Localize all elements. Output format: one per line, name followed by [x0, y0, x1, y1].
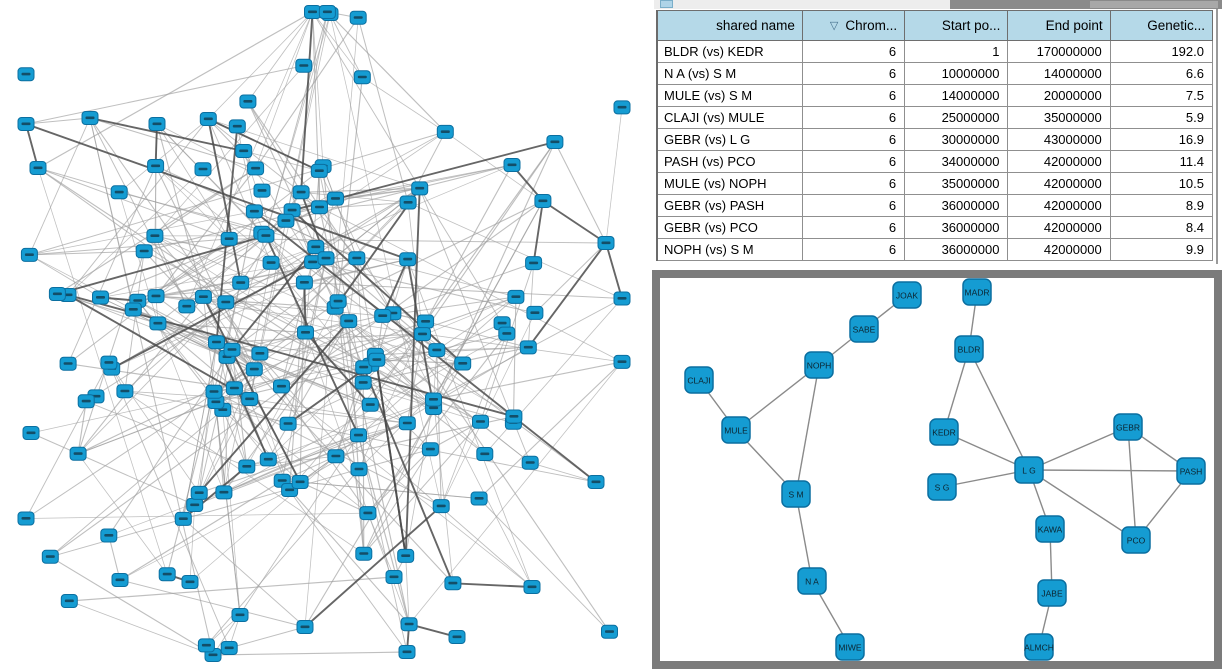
network-node[interactable] — [455, 357, 471, 370]
network-node[interactable] — [499, 327, 515, 340]
network-edge[interactable] — [29, 118, 90, 255]
network-node[interactable] — [246, 363, 262, 376]
network-edge[interactable] — [606, 243, 622, 299]
network-node[interactable] — [429, 344, 445, 357]
network-edge[interactable] — [383, 263, 534, 316]
cell-value[interactable]: 42000000 — [1008, 195, 1110, 217]
network-node[interactable] — [60, 357, 76, 370]
network-edge[interactable] — [69, 601, 213, 655]
svg-text:JABE: JABE — [1041, 588, 1063, 599]
svg-text:GEBR: GEBR — [1115, 422, 1141, 433]
network-node[interactable] — [350, 11, 366, 24]
network-node[interactable] — [356, 547, 372, 560]
network-node[interactable] — [602, 625, 618, 638]
cell-value[interactable]: 16.9 — [1110, 129, 1212, 151]
panel-top-edge-highlight — [1090, 1, 1218, 8]
network-node[interactable] — [614, 292, 630, 305]
network-node[interactable] — [70, 447, 86, 460]
column-header-shared-name[interactable] — [657, 11, 802, 41]
network-edge[interactable] — [26, 363, 109, 519]
edge-attribute-table-panel — [650, 0, 1222, 270]
network-edge[interactable] — [50, 201, 543, 557]
network-node[interactable] — [18, 512, 34, 525]
network-node[interactable] — [224, 343, 240, 356]
cell-shared-name[interactable]: BLDR (vs) KEDR — [657, 41, 802, 63]
node-JOAK[interactable] — [893, 282, 921, 308]
node-CLAJI[interactable] — [685, 367, 713, 393]
table-row[interactable] — [657, 41, 1213, 63]
network-node[interactable] — [209, 336, 225, 349]
cell-value[interactable]: 6 — [802, 129, 904, 151]
cell-value[interactable]: 35000000 — [1008, 107, 1110, 129]
network-node[interactable] — [101, 529, 117, 542]
network-node[interactable] — [433, 500, 449, 513]
network-edge[interactable] — [304, 283, 305, 333]
table-row[interactable] — [657, 107, 1213, 129]
svg-text:NOPH: NOPH — [806, 360, 832, 371]
cell-value[interactable]: 6 — [802, 151, 904, 173]
network-edge[interactable] — [358, 18, 408, 203]
node-JABE[interactable] — [1038, 580, 1066, 606]
network-node[interactable] — [200, 113, 216, 126]
network-node[interactable] — [248, 162, 264, 175]
cell-value[interactable]: 6 — [802, 85, 904, 107]
network-node[interactable] — [239, 460, 255, 473]
network-node[interactable] — [233, 276, 249, 289]
network-node[interactable] — [280, 417, 296, 430]
node-L-G[interactable] — [1015, 457, 1043, 483]
network-node[interactable] — [82, 112, 98, 125]
network-node[interactable] — [426, 393, 442, 406]
column-header-genetic[interactable] — [1110, 11, 1212, 41]
svg-text:S G: S G — [934, 482, 950, 493]
svg-text:MULE: MULE — [724, 425, 748, 436]
cell-shared-name[interactable]: MULE (vs) NOPH — [657, 173, 802, 195]
network-node[interactable] — [278, 214, 294, 227]
network-node[interactable] — [221, 642, 237, 655]
network-node[interactable] — [182, 576, 198, 589]
cell-shared-name[interactable]: GEBR (vs) PASH — [657, 195, 802, 217]
network-node[interactable] — [159, 568, 175, 581]
network-edge[interactable] — [120, 580, 305, 627]
network-node[interactable] — [328, 450, 344, 463]
cell-value[interactable]: 36000000 — [905, 195, 1008, 217]
network-node[interactable] — [386, 571, 402, 584]
network-node[interactable] — [246, 205, 262, 218]
network-node[interactable] — [588, 476, 604, 489]
column-label: Genetic... — [1147, 18, 1205, 33]
network-node[interactable] — [445, 577, 461, 590]
cell-value[interactable]: 6 — [802, 41, 904, 63]
svg-text:PCO: PCO — [1126, 535, 1146, 546]
column-label: shared name — [716, 18, 795, 33]
network-node[interactable] — [547, 136, 563, 149]
network-node[interactable] — [369, 353, 385, 366]
cell-value[interactable]: 36000000 — [905, 217, 1008, 239]
network-node[interactable] — [101, 356, 117, 369]
cell-shared-name[interactable]: MULE (vs) S M — [657, 85, 802, 107]
svg-text:BLDR: BLDR — [957, 344, 981, 355]
network-node[interactable] — [297, 621, 313, 634]
network-node[interactable] — [598, 237, 614, 250]
network-node[interactable] — [400, 253, 416, 266]
network-edge[interactable] — [26, 118, 90, 124]
network-node[interactable] — [526, 257, 542, 270]
network-node[interactable] — [296, 59, 312, 72]
network-node[interactable] — [504, 159, 520, 172]
network-node[interactable] — [422, 443, 438, 456]
cell-value[interactable]: 6 — [802, 107, 904, 129]
cell-value[interactable]: 42000000 — [1008, 173, 1110, 195]
network-node[interactable] — [362, 398, 378, 411]
svg-text:PASH: PASH — [1179, 466, 1203, 477]
network-node[interactable] — [111, 186, 127, 199]
network-node[interactable] — [305, 6, 321, 19]
cell-value[interactable]: 6 — [802, 217, 904, 239]
svg-text:CLAJI: CLAJI — [687, 375, 711, 386]
network-edge[interactable] — [223, 410, 240, 615]
network-node[interactable] — [319, 6, 335, 19]
network-edge[interactable] — [229, 627, 305, 648]
network-edge[interactable] — [120, 490, 290, 580]
cell-value[interactable]: 192.0 — [1110, 41, 1212, 63]
network-node[interactable] — [437, 125, 453, 138]
right-column — [650, 0, 1222, 669]
cell-value[interactable]: 170000000 — [1008, 41, 1110, 63]
network-node[interactable] — [401, 618, 417, 631]
cell-value[interactable]: 36000000 — [905, 239, 1008, 261]
edge-L-G-PASH[interactable] — [1029, 470, 1191, 471]
network-node[interactable] — [258, 229, 274, 242]
network-node[interactable] — [21, 248, 37, 261]
network-node[interactable] — [175, 512, 191, 525]
node-N-A[interactable] — [798, 568, 826, 594]
svg-text:L G: L G — [1022, 465, 1036, 476]
node-S-G[interactable] — [928, 474, 956, 500]
network-node[interactable] — [318, 252, 334, 265]
svg-text:SABE: SABE — [852, 324, 876, 335]
network-node[interactable] — [221, 232, 237, 245]
network-node[interactable] — [471, 492, 487, 505]
cell-shared-name[interactable]: GEBR (vs) L G — [657, 129, 802, 151]
node-GEBR[interactable] — [1114, 414, 1142, 440]
network-node[interactable] — [232, 609, 248, 622]
filter-icon[interactable]: ▽ — [829, 20, 839, 32]
network-node[interactable] — [399, 646, 415, 659]
network-node[interactable] — [240, 95, 256, 108]
scrollbar-thumb[interactable] — [660, 0, 673, 8]
cell-value[interactable]: 5.9 — [1110, 107, 1212, 129]
network-edge[interactable] — [305, 506, 441, 627]
network-node[interactable] — [30, 162, 46, 175]
svg-text:JOAK: JOAK — [895, 290, 919, 301]
network-node[interactable] — [42, 550, 58, 563]
network-node[interactable] — [351, 429, 367, 442]
cell-value[interactable]: 6 — [802, 239, 904, 261]
cell-shared-name[interactable]: N A (vs) S M — [657, 63, 802, 85]
cell-value[interactable]: 8.4 — [1110, 217, 1212, 239]
network-node[interactable] — [206, 385, 222, 398]
network-node[interactable] — [520, 341, 536, 354]
network-node[interactable] — [150, 317, 166, 330]
table-row[interactable] — [657, 217, 1213, 239]
cell-value[interactable]: 8.9 — [1110, 195, 1212, 217]
network-node[interactable] — [229, 120, 245, 133]
network-edge[interactable] — [90, 118, 133, 310]
cell-value[interactable]: 35000000 — [905, 173, 1008, 195]
network-node[interactable] — [226, 382, 242, 395]
table-row[interactable] — [657, 173, 1213, 195]
network-node[interactable] — [415, 328, 431, 341]
cell-value[interactable]: 6.6 — [1110, 63, 1212, 85]
network-node[interactable] — [330, 295, 346, 308]
node-SABE[interactable] — [850, 316, 878, 342]
node-BLDR[interactable] — [955, 336, 983, 362]
network-node[interactable] — [399, 417, 415, 430]
network-node[interactable] — [187, 499, 203, 512]
network-node[interactable] — [236, 145, 252, 158]
network-node[interactable] — [136, 245, 152, 258]
network-edge[interactable] — [213, 652, 407, 655]
network-node[interactable] — [93, 291, 109, 304]
network-edge[interactable] — [453, 583, 532, 587]
column-header-end-point[interactable] — [1008, 11, 1110, 41]
network-node[interactable] — [298, 326, 314, 339]
network-node[interactable] — [292, 476, 308, 489]
node-PCO[interactable] — [1122, 527, 1150, 553]
network-node[interactable] — [18, 68, 34, 81]
cell-shared-name[interactable]: NOPH (vs) S M — [657, 239, 802, 261]
svg-text:MADR: MADR — [964, 287, 990, 298]
network-node[interactable] — [218, 296, 234, 309]
network-edge[interactable] — [479, 499, 609, 632]
edge-L-G-GEBR[interactable] — [1029, 427, 1128, 470]
column-label: Start po... — [941, 18, 1001, 33]
network-node[interactable] — [312, 201, 328, 214]
node-KAWA[interactable] — [1036, 516, 1064, 542]
edge-GEBR-PCO[interactable] — [1128, 427, 1136, 540]
network-node[interactable] — [360, 507, 376, 520]
network-node[interactable] — [398, 549, 414, 562]
cell-value[interactable]: 6 — [802, 63, 904, 85]
table-row[interactable] — [657, 195, 1213, 217]
network-node[interactable] — [449, 631, 465, 644]
network-node[interactable] — [78, 395, 94, 408]
cell-value[interactable]: 6 — [802, 195, 904, 217]
network-node[interactable] — [179, 300, 195, 313]
network-node[interactable] — [61, 595, 77, 608]
network-node[interactable] — [351, 463, 367, 476]
network-node[interactable] — [341, 315, 357, 328]
column-label: End point — [1045, 18, 1103, 33]
network-node[interactable] — [349, 252, 365, 265]
cell-value[interactable]: 42000000 — [1008, 151, 1110, 173]
network-edge[interactable] — [326, 258, 408, 259]
table-header-row — [657, 11, 1213, 41]
cell-value[interactable]: 30000000 — [905, 129, 1008, 151]
cell-value[interactable]: 1 — [905, 41, 1008, 63]
column-header-start-po[interactable] — [905, 11, 1008, 41]
table-right-edge — [1216, 9, 1218, 264]
network-node[interactable] — [293, 186, 309, 199]
node-NOPH[interactable] — [805, 352, 833, 378]
network-node[interactable] — [147, 229, 163, 242]
detail-network-canvas[interactable] — [660, 278, 1214, 661]
column-header-chrom[interactable] — [802, 11, 904, 41]
network-edge[interactable] — [606, 107, 622, 243]
edge-attribute-table — [656, 10, 1213, 261]
network-node[interactable] — [477, 448, 493, 461]
network-node[interactable] — [473, 415, 489, 428]
network-node[interactable] — [23, 427, 39, 440]
network-edge[interactable] — [26, 66, 304, 124]
network-edge[interactable] — [543, 201, 606, 243]
cell-value[interactable]: 10.5 — [1110, 173, 1212, 195]
network-node[interactable] — [125, 303, 141, 316]
cell-value[interactable]: 20000000 — [1008, 85, 1110, 107]
cell-shared-name[interactable]: GEBR (vs) PCO — [657, 217, 802, 239]
table-row[interactable] — [657, 239, 1213, 261]
network-node[interactable] — [117, 385, 133, 398]
network-edge[interactable] — [327, 12, 445, 132]
node-PASH[interactable] — [1177, 458, 1205, 484]
cell-value[interactable]: 14000000 — [1008, 63, 1110, 85]
network-node[interactable] — [274, 380, 290, 393]
network-node[interactable] — [149, 118, 165, 131]
network-node[interactable] — [311, 164, 327, 177]
network-node[interactable] — [535, 195, 551, 208]
network-node[interactable] — [355, 376, 371, 389]
network-node[interactable] — [418, 315, 434, 328]
svg-text:KAWA: KAWA — [1037, 524, 1063, 535]
network-node[interactable] — [527, 306, 543, 319]
node-MADR[interactable] — [963, 279, 991, 305]
network-node[interactable] — [112, 574, 128, 587]
table-row[interactable] — [657, 151, 1213, 173]
cell-value[interactable]: 9.9 — [1110, 239, 1212, 261]
cell-value[interactable]: 7.5 — [1110, 85, 1212, 107]
table-row[interactable] — [657, 129, 1213, 151]
network-node[interactable] — [254, 184, 270, 197]
network-node[interactable] — [400, 196, 416, 209]
cell-value[interactable]: 43000000 — [1008, 129, 1110, 151]
cell-value[interactable]: 34000000 — [905, 151, 1008, 173]
column-label: Chrom... — [845, 18, 898, 33]
detail-network-panel[interactable] — [652, 270, 1222, 669]
cell-value[interactable]: 10000000 — [905, 63, 1008, 85]
cell-value[interactable]: 14000000 — [905, 85, 1008, 107]
network-edge[interactable] — [535, 243, 606, 313]
svg-text:N A: N A — [805, 576, 819, 587]
table-row[interactable] — [657, 63, 1213, 85]
network-edge[interactable] — [555, 142, 606, 243]
svg-text:MIWE: MIWE — [838, 642, 862, 653]
network-node[interactable] — [508, 290, 524, 303]
cell-shared-name[interactable]: CLAJI (vs) MULE — [657, 107, 802, 129]
cell-value[interactable]: 42000000 — [1008, 217, 1110, 239]
network-edge[interactable] — [368, 449, 431, 513]
network-node[interactable] — [216, 486, 232, 499]
svg-text:KEDR: KEDR — [932, 427, 956, 438]
network-node[interactable] — [614, 101, 630, 114]
svg-text:ALMCH: ALMCH — [1024, 642, 1054, 653]
network-node[interactable] — [198, 639, 214, 652]
table-row[interactable] — [657, 85, 1213, 107]
network-node[interactable] — [18, 118, 34, 131]
network-node[interactable] — [252, 347, 268, 360]
network-node[interactable] — [148, 160, 164, 173]
network-node[interactable] — [195, 290, 211, 303]
network-node[interactable] — [296, 276, 312, 289]
network-edge[interactable] — [530, 463, 596, 482]
cell-value[interactable]: 11.4 — [1110, 151, 1212, 173]
network-node[interactable] — [328, 192, 344, 205]
network-node[interactable] — [524, 581, 540, 594]
network-node[interactable] — [506, 410, 522, 423]
node-S-M[interactable] — [782, 481, 810, 507]
network-node[interactable] — [195, 163, 211, 176]
edge-NOPH-S-M[interactable] — [796, 365, 819, 494]
node-MULE[interactable] — [722, 417, 750, 443]
node-ALMCH[interactable] — [1024, 634, 1054, 660]
network-node[interactable] — [242, 393, 258, 406]
network-node[interactable] — [260, 453, 276, 466]
node-KEDR[interactable] — [930, 419, 958, 445]
node-MIWE[interactable] — [836, 634, 864, 660]
svg-text:S M: S M — [788, 489, 804, 500]
network-edge[interactable] — [362, 77, 445, 132]
network-node[interactable] — [522, 456, 538, 469]
network-node[interactable] — [263, 256, 279, 269]
network-node[interactable] — [412, 182, 428, 195]
cell-value[interactable]: 6 — [802, 173, 904, 195]
network-node[interactable] — [614, 355, 630, 368]
table-horizontal-scrollbar[interactable] — [654, 0, 1222, 9]
cell-value[interactable]: 42000000 — [1008, 239, 1110, 261]
cell-shared-name[interactable]: PASH (vs) PCO — [657, 151, 802, 173]
network-node[interactable] — [49, 288, 65, 301]
network-node[interactable] — [354, 71, 370, 84]
network-edge[interactable] — [313, 12, 320, 207]
edge-BLDR-L-G[interactable] — [969, 349, 1029, 470]
network-node[interactable] — [148, 290, 164, 303]
network-node[interactable] — [191, 486, 207, 499]
network-node[interactable] — [375, 309, 391, 322]
cell-value[interactable]: 25000000 — [905, 107, 1008, 129]
